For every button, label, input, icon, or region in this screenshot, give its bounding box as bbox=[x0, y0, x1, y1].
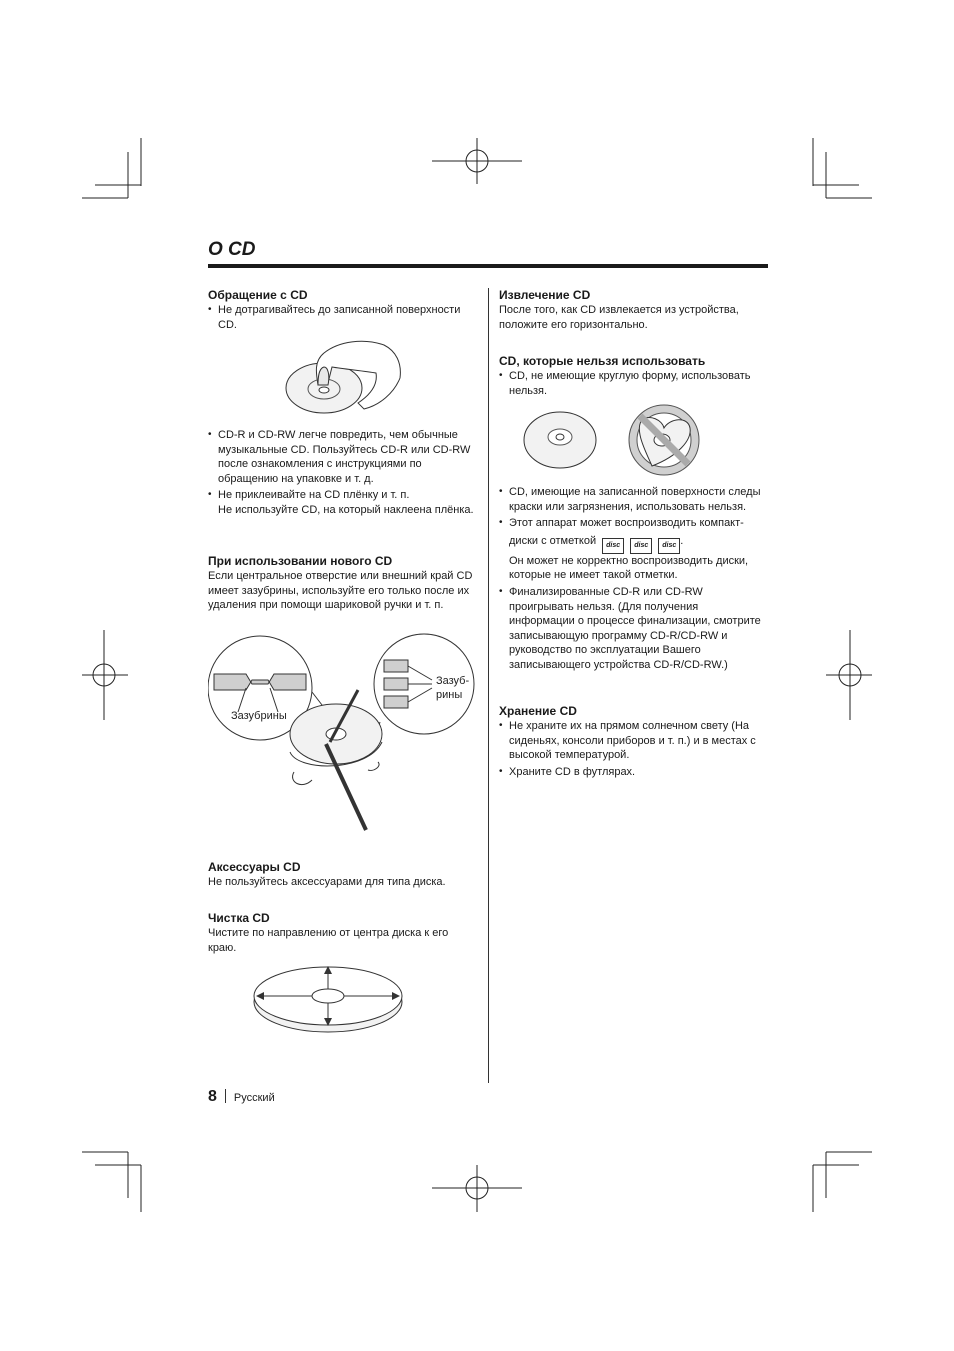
cleaning-direction-illustration bbox=[252, 962, 408, 1034]
heading-cleaning: Чистка CD bbox=[208, 911, 270, 925]
section-unusable bbox=[499, 353, 767, 398]
storage-bullet-1: • Не храните их на прямом солнечном свету (На сиденьях, консоли приборов и т. п.) и в местах с высокой температурой. bbox=[499, 719, 769, 763]
unusable-bullet-3-line-2-row: диски с отметкой disc disc disc . bbox=[509, 534, 767, 554]
heading-unusable: CD, которые нельзя использовать bbox=[499, 354, 706, 368]
page-number: 8 bbox=[208, 1088, 217, 1105]
handling-bullet-2: • CD-R и CD-RW легче повредить, чем обычные музыкальные CD. Пользуйтесь CD-R или CD-RW после ознакомления с инструкциями по обращению на упаковке и т. д. bbox=[208, 428, 478, 486]
unusable-bullet-2: • CD, имеющие на записанной поверхности следы краски или загрязнения, использовать нельзя. bbox=[499, 485, 767, 514]
section-accessories bbox=[208, 859, 476, 890]
unusable-bullet-3-line-2: диски с отметкой bbox=[509, 534, 597, 547]
section-unusable-more bbox=[499, 485, 767, 673]
burr-label-left: Зазубрины bbox=[231, 710, 287, 722]
unusable-bullet-4: • Финализированные CD-R или CD-RW проигрывать нельзя. (Для получения информации о процессе финализации, смотрите записывающую программу CD-R/CD-RW и руководство по эксплуатации Вашего записывающего устройства CD-R/CD-RW.) bbox=[499, 585, 767, 673]
section-cleaning bbox=[208, 910, 470, 955]
page-footer bbox=[208, 1088, 275, 1106]
handling-bullet-1: • Не дотрагивайтесь до записанной поверхности CD. bbox=[208, 303, 478, 332]
page-title: О CD bbox=[208, 239, 256, 260]
section-storage bbox=[499, 703, 769, 779]
accessories-text: Не пользуйтесь аксессуарами для типа диска. bbox=[208, 876, 446, 888]
footer-language: Русский bbox=[233, 1092, 275, 1104]
storage-bullet-2: • Храните CD в футлярах. bbox=[499, 765, 769, 780]
section-new-cd bbox=[208, 553, 476, 613]
handling-bullet-3 bbox=[208, 488, 478, 517]
non-round-cd-illustration bbox=[522, 400, 706, 480]
new-cd-text: Если центральное отверстие или внешний край CD имеет зазубрины, используйте его только после их удаления при помощи шариковой ручки и т. п. bbox=[208, 570, 473, 612]
footer-separator bbox=[225, 1089, 226, 1103]
burr-label-right-2: рины bbox=[436, 689, 463, 701]
unusable-bullet-3 bbox=[499, 516, 767, 583]
title-rule bbox=[208, 264, 768, 268]
unusable-bullet-1: • CD, не имеющие круглую форму, использовать нельзя. bbox=[499, 369, 767, 398]
column-divider bbox=[488, 288, 489, 1083]
heading-removal: Извлечение CD bbox=[499, 288, 591, 302]
compact-disc-text-logo-icon: disc bbox=[630, 538, 652, 554]
heading-handling: Обращение с CD bbox=[208, 288, 308, 302]
burr-label-right-1: Зазуб- bbox=[436, 675, 470, 687]
removal-text: После того, как CD извлекается из устройства, положите его горизонтально. bbox=[499, 304, 739, 331]
cleaning-text: Чистите по направлению от центра диска к его краю. bbox=[208, 927, 449, 954]
unusable-bullet-3-line-1: • Этот аппарат может воспроизводить компакт- bbox=[509, 517, 744, 530]
section-handling bbox=[208, 287, 478, 332]
handling-bullet-3-line-2: Не используйте CD, на который наклеена плёнка. bbox=[218, 503, 474, 516]
heading-storage: Хранение CD bbox=[499, 704, 577, 718]
section-handling-more bbox=[208, 428, 478, 518]
handling-bullet-3-line-1: • Не приклеивайте на CD плёнку и т. п. bbox=[218, 489, 410, 502]
hand-holding-cd-illustration bbox=[284, 333, 406, 421]
unusable-bullet-3-line-3: Он может не корректно воспроизводить диски, которые не имеет такой отметки. bbox=[509, 554, 749, 582]
burr-removal-illustration bbox=[208, 632, 476, 837]
heading-accessories: Аксессуары CD bbox=[208, 860, 301, 874]
heading-new-cd: При использовании нового CD bbox=[208, 554, 393, 568]
compact-disc-logo-icon: disc bbox=[602, 538, 624, 554]
compact-disc-rw-logo-icon: disc bbox=[658, 538, 680, 554]
section-removal bbox=[499, 287, 767, 332]
